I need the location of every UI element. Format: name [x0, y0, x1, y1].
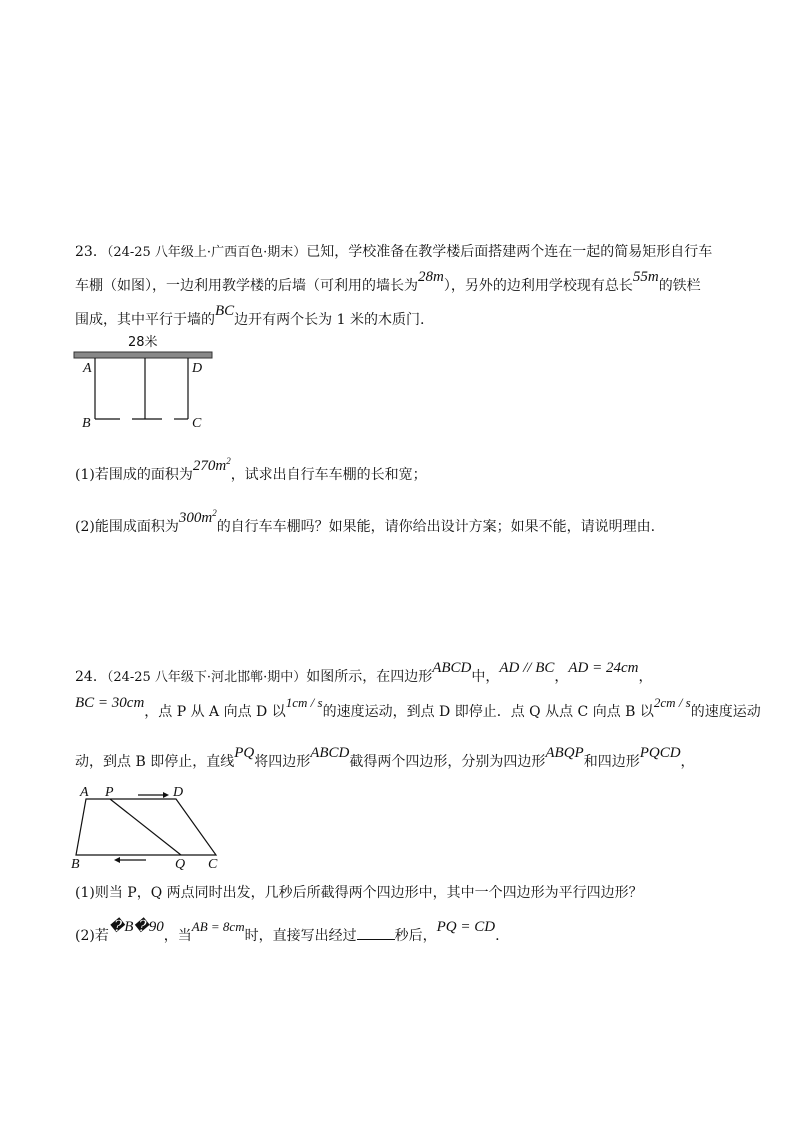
- q24-text-3e: ，: [680, 754, 695, 770]
- q23-text-1: 已知，学校准备在教学楼后面搭建两个连在一起的简易矩形自行车: [306, 244, 713, 260]
- q23-figure: [70, 330, 220, 435]
- q24-speed-p: 1cm / s: [285, 695, 323, 710]
- q24-ad-parallel-bc: AD // BC: [499, 660, 555, 676]
- q23-wall-length: 28m: [418, 269, 444, 285]
- q23-text-2c: 的铁栏: [658, 278, 701, 294]
- q23-part-1-text-a: (1)若围成的面积为: [75, 467, 193, 483]
- q24-speed-q: 2cm / s: [653, 695, 691, 710]
- q24-abcd: ABCD: [432, 660, 472, 676]
- q23-part-2-text-a: (2)能围成面积为: [75, 519, 179, 535]
- q23-text-2b: ），另外的边利用学校现有总长: [443, 278, 633, 294]
- q23-line-1: [75, 242, 712, 263]
- q23-bc: BC: [215, 303, 235, 319]
- q24-text-1d: ，: [638, 669, 653, 685]
- q24-pq-eq-cd: PQ = CD: [436, 919, 496, 935]
- q24-line-3: [75, 745, 695, 772]
- q23-line-2: [75, 269, 701, 296]
- q24-text-1b: 中，: [471, 669, 500, 685]
- q24-source: （24-25 八年级下·河北邯郸·期中）: [106, 670, 307, 685]
- q24-number: 24．: [75, 669, 107, 685]
- q24-fig-arrowhead-p: [163, 792, 169, 798]
- q23-text-3b: 边开有两个长为 1 米的木质门.: [234, 312, 425, 328]
- q23-part-2-text-b: 的自行车车棚吗？如果能，请你给出设计方案；如果不能，请说明理由.: [216, 519, 656, 535]
- q23-fig-wall-label: 28米: [128, 335, 158, 350]
- q24-ad-length: AD = 24cm: [568, 660, 639, 676]
- q24-abcd-2: ABCD: [310, 745, 350, 761]
- q24-text-1c: ，: [554, 669, 569, 685]
- q23-fig-wall: [74, 352, 212, 358]
- q24-pq: PQ: [234, 745, 255, 761]
- q24-part-1-text: (1)则当 P，Q 两点同时出发，几秒后所截得两个四边形中，其中一个四边形为平行四边形？: [75, 885, 643, 901]
- q24-text-3b: 将四边形: [254, 754, 311, 770]
- q24-part-2-text-a: (2)若: [75, 928, 109, 944]
- q24-part-2-text-c: 时，直接写出经过: [244, 928, 357, 944]
- q24-ab-length: AB = 8cm: [191, 919, 245, 934]
- q23-part-1-area: $270m^2$: [192, 456, 231, 474]
- q23-source: （24-25 八年级上·广西百色·期末）: [106, 245, 307, 260]
- q24-text-3d: 和四边形: [583, 754, 640, 770]
- q23-text-2a: 车棚（如图），一边利用教学楼的后墙（可利用的墙长为: [75, 278, 418, 294]
- q24-text-3a: 动，到点 B 即停止，直线: [75, 754, 235, 770]
- q24-fig-label-a: A: [80, 785, 89, 800]
- q24-fig-line-pq: [110, 799, 181, 855]
- q23-part-2: [75, 508, 656, 537]
- q23-number: 23．: [75, 244, 107, 260]
- q24-text-2b: 的速度运动，到点 D 即停止．点 Q 从点 C 向点 B 以: [322, 704, 654, 720]
- q24-text-2a: ，点 P 从 A 向点 D 以: [144, 704, 286, 720]
- q23-line-3: [75, 303, 425, 330]
- q23-fig-label-c: C: [192, 416, 202, 431]
- q24-text-3c: 截得两个四边形，分别为四边形: [349, 754, 546, 770]
- q24-text-1a: 如图所示，在四边形: [306, 669, 433, 685]
- q23-text-3a: 围成，其中平行于墙的: [75, 312, 215, 328]
- q24-part-2-text-e: .: [495, 928, 500, 944]
- q23-fence-length: 55m: [632, 269, 659, 285]
- q24-part-2-text-b: ，当: [163, 928, 192, 944]
- q24-answer-blank[interactable]: [357, 925, 395, 940]
- q24-fig-label-d: D: [173, 785, 184, 800]
- q23-part-1: [75, 456, 427, 485]
- q24-line-2: [75, 695, 761, 722]
- q23-fig-label-a: A: [83, 361, 92, 376]
- q23-part-1-text-b: ，试求出自行车车棚的长和宽；: [230, 467, 427, 483]
- q24-fig-label-q: Q: [175, 857, 186, 870]
- q24-part-2: [75, 919, 500, 946]
- q24-abqp: ABQP: [545, 745, 584, 761]
- q24-figure: [68, 785, 228, 870]
- q24-fig-label-b: B: [71, 857, 80, 870]
- q24-text-2c: 的速度运动: [690, 704, 761, 720]
- q24-bc-length: BC = 30cm: [75, 695, 145, 711]
- q24-fig-label-p: P: [105, 785, 114, 800]
- q23-fig-label-d: D: [192, 361, 203, 376]
- q24-part-2-text-d: 秒后，: [394, 928, 437, 944]
- q23-part-2-area: $300m^2$: [178, 508, 217, 526]
- q24-pqcd: PQCD: [639, 745, 681, 761]
- q24-line-1: [75, 660, 653, 688]
- q24-angle-b: �B�90: [108, 919, 164, 935]
- q23-fig-label-b: B: [82, 416, 91, 431]
- q24-part-1: [75, 883, 643, 903]
- q24-fig-label-c: C: [208, 857, 218, 870]
- q24-fig-arrowhead-q: [114, 857, 120, 863]
